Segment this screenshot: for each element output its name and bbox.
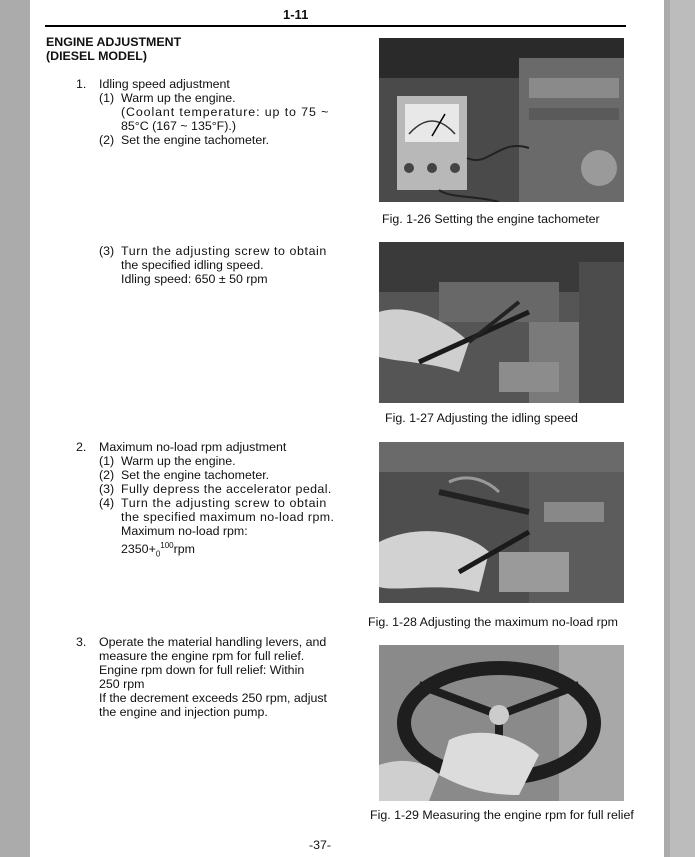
step-text: Maximum no-load rpm: [121,524,248,538]
page-footer-number: -37- [309,838,332,852]
step-text: Set the engine tachometer. [121,468,270,482]
section3-text: If the decrement exceeds 250 rpm, adjust [99,691,327,705]
figure-full-relief-photo [379,645,624,801]
step-number: (3) [99,482,115,496]
figure-idling-speed-photo [379,242,624,403]
idling-speed-spec: Idling speed: 650 ± 50 rpm [121,272,268,286]
step-text: Warm up the engine. [121,91,236,105]
section3-text: the engine and injection pump. [99,705,268,719]
figure-caption: Fig. 1-27 Adjusting the idling speed [385,411,578,425]
section2-title: Maximum no-load rpm adjustment [99,440,287,454]
max-rpm-spec: $2350+_0^{100}rpm$ [121,541,195,559]
step-number: (3) [99,244,115,258]
step-note: (Coolant temperature: up to 75 ~ [121,105,330,119]
step-number: (2) [99,133,115,147]
step-text: Set the engine tachometer. [121,133,270,147]
step-number: (4) [99,496,115,510]
step-text: Turn the adjusting screw to obtain [121,496,327,510]
step-number: (1) [99,454,115,468]
figure-caption: Fig. 1-26 Setting the engine tachometer [382,212,600,226]
step-number: (2) [99,468,115,482]
figure-caption: Fig. 1-29 Measuring the engine rpm for full relief [370,808,634,822]
step-text: the specified maximum no-load rpm. [121,510,335,524]
section3-text: Operate the material handling levers, and [99,635,327,649]
page-title: ENGINE ADJUSTMENT (DIESEL MODEL) [46,35,182,63]
figure-max-rpm-photo [379,442,624,603]
section3-number: 3. [76,635,87,649]
header-rule [45,25,626,27]
section2-number: 2. [76,440,87,454]
section3-text: 250 rpm [99,677,145,691]
step-text: the specified idling speed. [121,258,264,272]
section1-title: Idling speed adjustment [99,77,230,91]
section1-number: 1. [76,77,87,91]
section3-text: measure the engine rpm for full relief. [99,649,305,663]
step-note: 85°C (167 ~ 135°F).) [121,119,236,133]
step-text: Warm up the engine. [121,454,236,468]
step-number: (1) [99,91,115,105]
step-text: Turn the adjusting screw to obtain [121,244,327,258]
section3-text: Engine rpm down for full relief: Within [99,663,305,677]
viewer-scroll-edge[interactable] [670,0,695,857]
figure-tachometer-photo [379,38,624,202]
step-text: Fully depress the accelerator pedal. [121,482,332,496]
section-page-number: 1-11 [283,7,309,22]
figure-caption: Fig. 1-28 Adjusting the maximum no-load rpm [368,615,618,629]
